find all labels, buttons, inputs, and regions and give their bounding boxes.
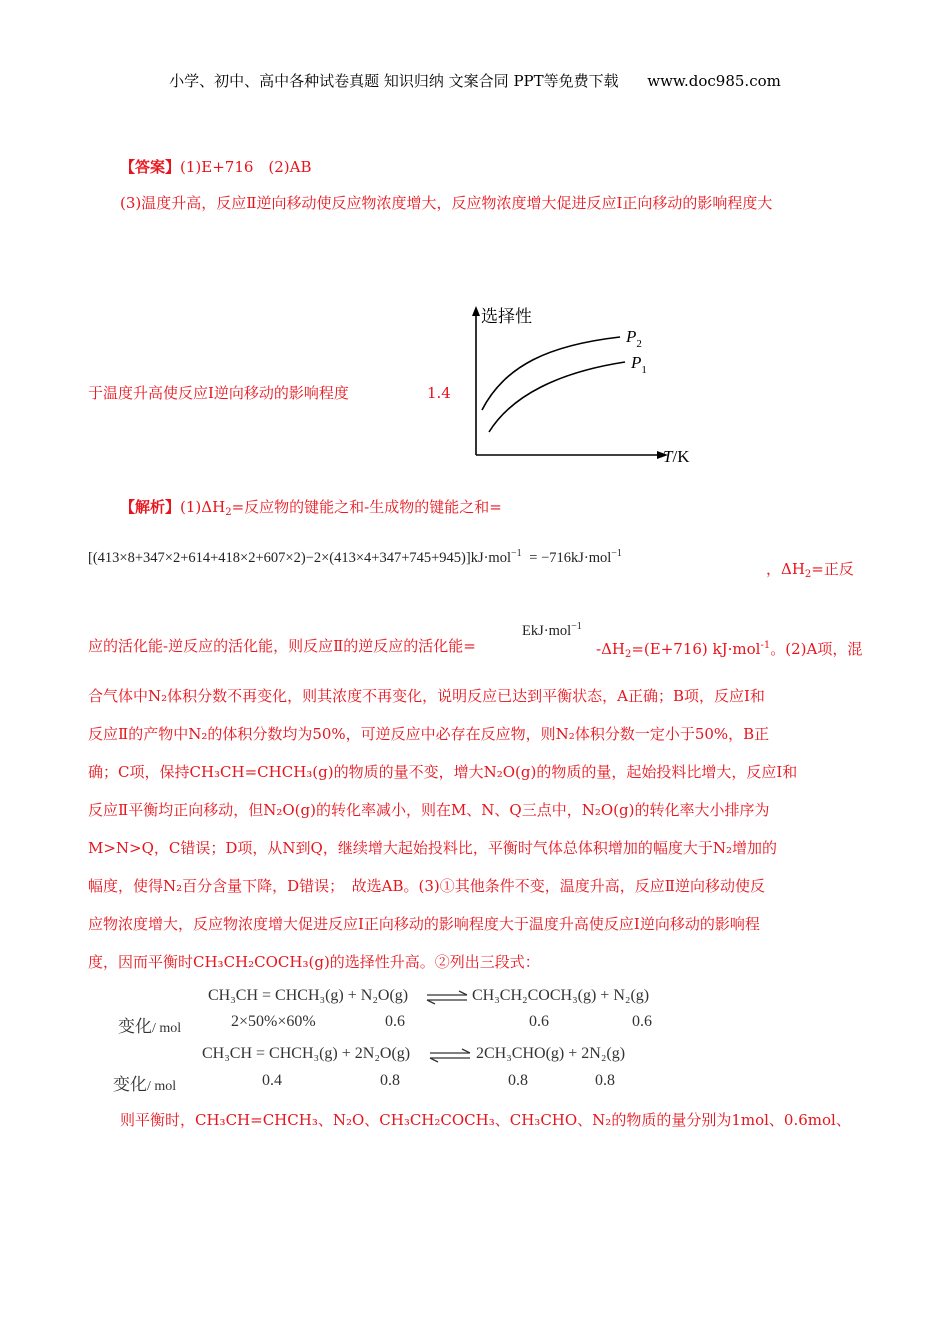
answer-part3-line1: (3)温度升高，反应Ⅱ逆向移动使反应物浓度增大，反应物浓度增大促进反应Ⅰ正向移动的影响程度大 [120, 194, 773, 212]
curve-p1 [489, 362, 625, 432]
curve-p1-label: $P_1$ [631, 353, 647, 376]
eq2-value-2: 0.8 [380, 1072, 400, 1089]
analysis-label: 【解析】 [120, 498, 181, 516]
answer-part3-line2: 于温度升高使反应Ⅰ逆向移动的影响程度 [88, 384, 349, 402]
eq1-value-1: 2×50%×60% [231, 1013, 316, 1030]
bond-energy-formula: [(413×8+347×2+614+418×2+607×2)−2×(413×4+347+745+945)]kJ·mol$^{-1}$ = −716kJ·mol$^{-1}$ [88, 548, 622, 566]
analysis-line-4: 合气体中N₂体积分数不再变化，则其浓度不再变化，说明反应已达到平衡状态，A正确；B项，反应Ⅰ和 [88, 687, 765, 705]
analysis-last-line: 则平衡时，CH₃CH=CHCH₃、N₂O、CH₃CH₂COCH₃、CH₃CHO、N₂的物质的量分别为1mol、0.6mol、 [120, 1111, 851, 1129]
eq1-value-2: 0.6 [385, 1013, 405, 1030]
analysis-line-3a: 应的活化能-逆反应的活化能，则反应Ⅱ的逆反应的活化能= [88, 637, 476, 655]
analysis-line-8: M>N>Q，C错误；D项，从N到Q，继续增大起始投料比，平衡时气体总体积增加的幅度大于N₂增加的 [88, 839, 777, 857]
analysis-line-10: 应物浓度增大，反应物浓度增大促进反应Ⅰ正向移动的影响程度大于温度升高使反应Ⅰ逆向移动的影响程 [88, 915, 760, 933]
eq2-change-label: 变化/ mol [113, 1075, 177, 1094]
eq2-reactants: CH₃CH = CHCH₃(g) + 2N₂O(g) [202, 1045, 411, 1062]
eq2-products: 2CH₃CHO(g) + 2N₂(g) [476, 1045, 626, 1062]
eq2-value-4: 0.8 [595, 1072, 615, 1089]
answer-parts-1-2: (1)E+716 (2)AB [180, 158, 312, 176]
graph-y-arrow [472, 306, 480, 316]
curve-p2 [482, 337, 620, 410]
answer-label: 【答案】 [120, 158, 181, 176]
eq1-value-4: 0.6 [632, 1013, 652, 1030]
analysis-line-11: 度，因而平衡时CH₃CH₂COCH₃(g)的选择性升高。②列出三段式： [88, 953, 540, 971]
analysis-line-9: 幅度，使得N₂百分含量下降，D错误； 故选AB。(3)①其他条件不变，温度升高，反应Ⅱ逆向移动使反 [88, 877, 765, 895]
graph-x-label: T/K [663, 447, 690, 466]
page-header [0, 70, 950, 91]
analysis-line-3b: $-\Delta H_2=(E+716)$ kJ·mol$^{-1}$。(2)A项，混 [596, 640, 863, 660]
eq1-products: CH₃CH₂COCH₃(g) + N₂(g) [472, 987, 650, 1004]
ek-term: EkJ·mol$^{-1}$ [522, 621, 582, 639]
eq1-reactants: CH₃CH = CHCH₃(g) + N₂O(g) [208, 987, 409, 1004]
formula-tail: ，$\Delta H_2=$正反 [766, 560, 854, 580]
answer-value: 1.4 [427, 384, 451, 402]
eq2-equilibrium-arrow [428, 1048, 472, 1064]
eq2-value-1: 0.4 [262, 1072, 282, 1089]
analysis-line-1: 【解析】$(1)\Delta H_2=$反应物的键能之和-生成物的键能之和= [120, 498, 502, 518]
eq1-value-3: 0.6 [529, 1013, 549, 1030]
selectivity-graph [460, 300, 710, 470]
analysis-line-5: 反应Ⅱ的产物中N₂的体积分数均为50%，可逆反应中必存在反应物，则N₂体积分数一定小于50%，B正 [88, 725, 770, 743]
eq2-value-3: 0.8 [508, 1072, 528, 1089]
answer-line-1 [120, 157, 312, 177]
eq1-equilibrium-arrow [425, 990, 469, 1006]
header-text: 小学、初中、高中各种试卷真题 知识归纳 文案合同 PPT等免费下载 [169, 72, 619, 90]
header-url[interactable]: www.doc985.com [647, 72, 781, 90]
analysis-line-7: 反应Ⅱ平衡均正向移动，但N₂O(g)的转化率减小，则在M、N、Q三点中，N₂O(g)的转化率大小排序为 [88, 801, 770, 819]
analysis-line-6: 确；C项，保持CH₃CH=CHCH₃(g)的物质的量不变，增大N₂O(g)的物质的量，起始投料比增大，反应Ⅰ和 [88, 763, 798, 781]
eq1-change-label: 变化/ mol [118, 1017, 182, 1036]
graph-y-label: 选择性 [481, 307, 532, 327]
curve-p2-label: $P_2$ [626, 327, 642, 350]
